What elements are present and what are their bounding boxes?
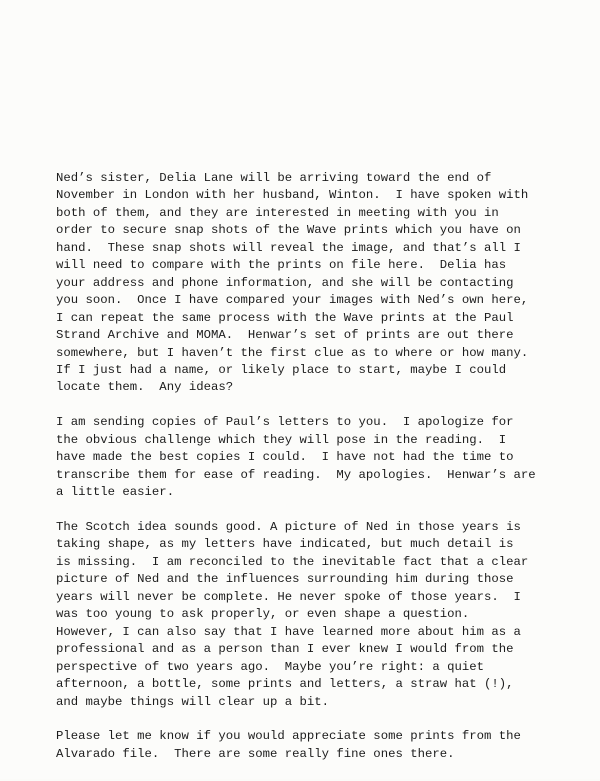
text-line: you soon. Once I have compared your images with Ned’s own here,	[56, 293, 529, 308]
text-line: However, I can also say that I have learned more about him as a	[56, 624, 521, 639]
text-line: Strand Archive and MOMA. Henwar’s set of prints are out there	[56, 328, 514, 343]
text-line: your address and phone information, and she will be contacting	[56, 275, 514, 290]
text-line: Ned’s sister, Delia Lane will be arriving toward the end of	[56, 171, 492, 185]
text-line: I am sending copies of Paul’s letters to you. I apologize for	[56, 415, 514, 430]
text-line: perspective of two years ago. Maybe you’re right: a quiet	[56, 659, 485, 674]
text-line: both of them, and they are interested in meeting with you in	[56, 205, 499, 220]
text-line: order to secure snap shots of the Wave prints which you have on	[56, 223, 521, 238]
text-line: years will never be complete. He never spoke of those years. I	[56, 589, 521, 604]
text-line: professional and as a person than I ever knew I would from the	[56, 642, 514, 657]
text-line: was too young to ask properly, or even shape a question.	[56, 607, 470, 622]
letter-body	[56, 170, 586, 781]
text-line: Please let me know if you would appreciate some prints from the	[56, 729, 521, 744]
text-line: Alvarado file. There are some really fine ones there.	[56, 746, 455, 761]
text-line: I can repeat the same process with the Wave prints at the Paul	[56, 310, 514, 325]
paragraph-alvarado-prints	[56, 728, 586, 763]
text-line: November in London with her husband, Winton. I have spoken with	[56, 188, 529, 203]
text-line: If I just had a name, or likely place to start, maybe I could	[56, 362, 507, 377]
text-line: will need to compare with the prints on file here. Delia has	[56, 258, 507, 273]
paragraph-scotch-idea	[56, 519, 586, 711]
text-line: somewhere, but I haven’t the first clue as to where or how many.	[56, 345, 529, 360]
paragraph-delia-visit	[56, 170, 586, 397]
text-line: locate them. Any ideas?	[56, 380, 234, 395]
text-line: afternoon, a bottle, some prints and letters, a straw hat (!),	[56, 677, 514, 692]
text-line: hand. These snap shots will reveal the image, and that’s all I	[56, 240, 521, 255]
text-line: a little easier.	[56, 485, 175, 500]
text-line: taking shape, as my letters have indicated, but much detail is	[56, 537, 514, 552]
text-line: The Scotch idea sounds good. A picture of Ned in those years is	[56, 520, 521, 535]
text-line: the obvious challenge which they will pose in the reading. I	[56, 432, 507, 447]
text-line: transcribe them for ease of reading. My apologies. Henwar’s are	[56, 467, 536, 482]
text-line: is missing. I am reconciled to the inevitable fact that a clear	[56, 554, 529, 569]
text-line: picture of Ned and the influences surrounding him during those	[56, 572, 514, 587]
text-line: and maybe things will clear up a bit.	[56, 694, 330, 709]
paragraph-paul-letters	[56, 414, 586, 501]
text-line: have made the best copies I could. I have not had the time to	[56, 450, 514, 465]
